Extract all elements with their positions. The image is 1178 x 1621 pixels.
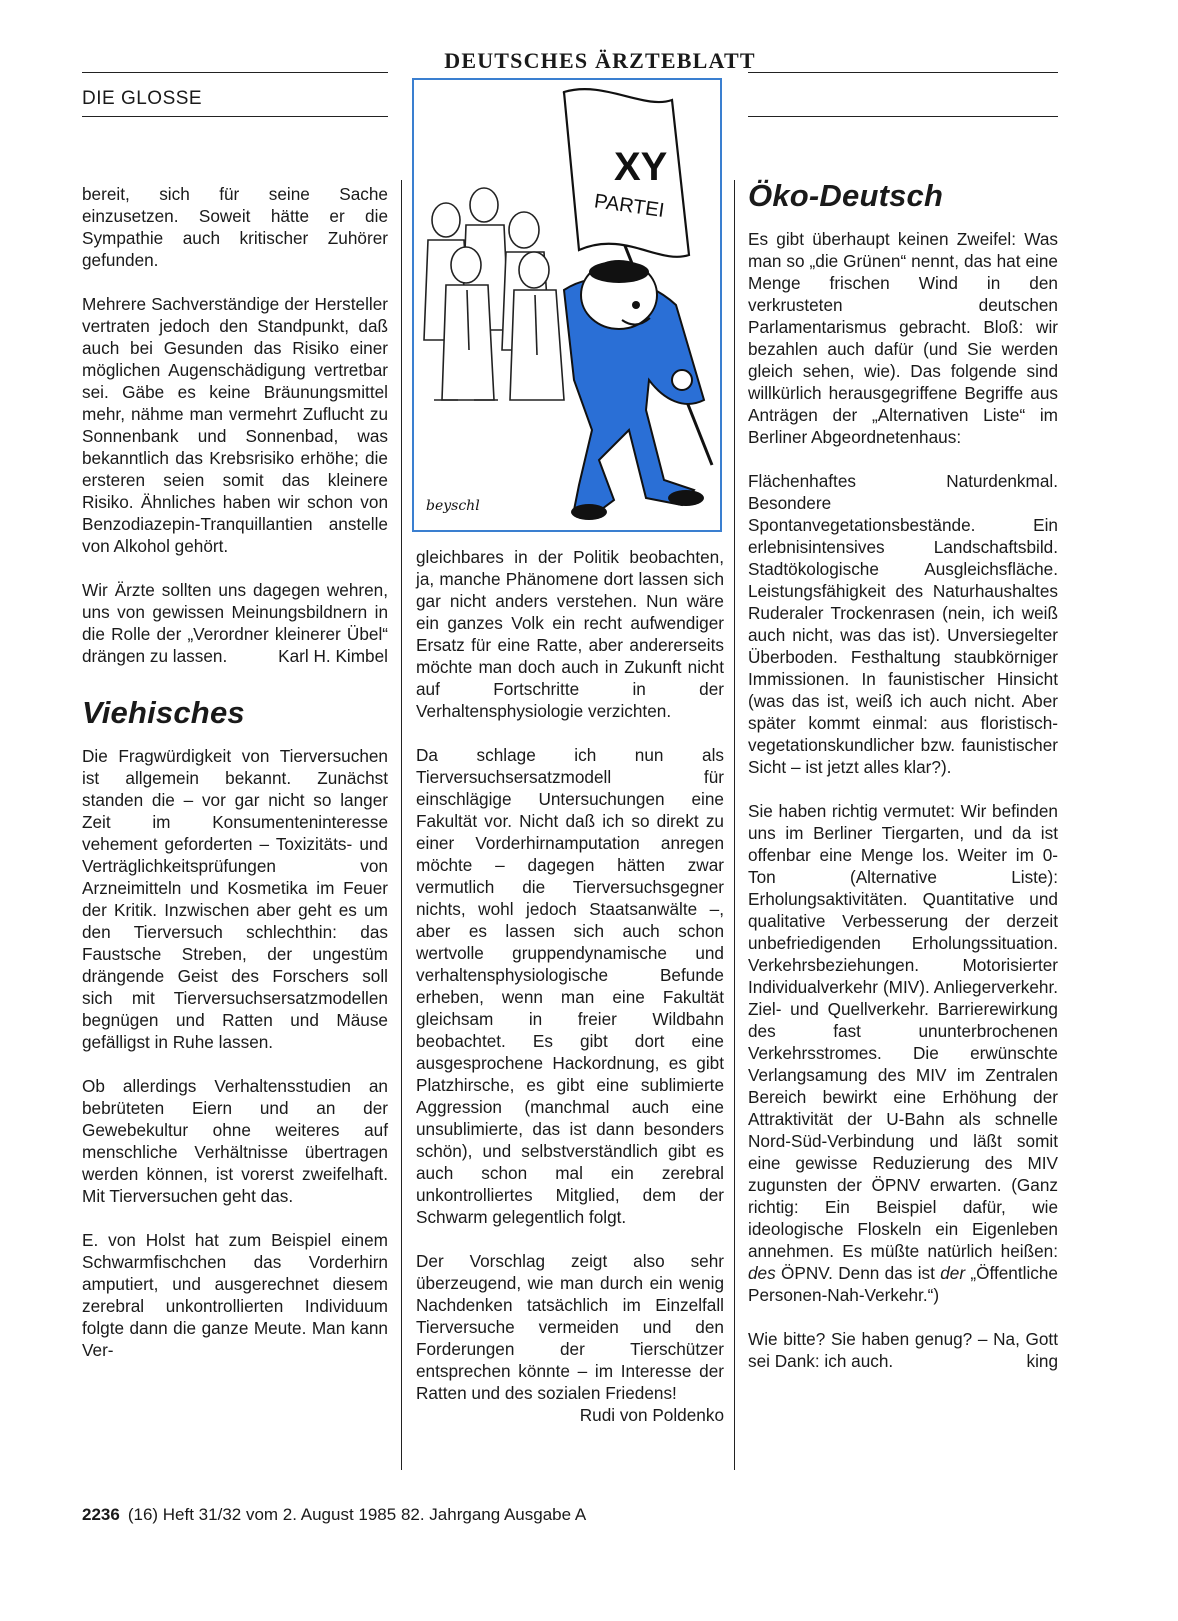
column-3 bbox=[748, 178, 1058, 1372]
col2-paragraph-1: gleichbares in der Politik beobachten, ja, manche Phänomene dort lassen sich gar nicht anders verstehen. Nun wäre ein ganzes Volk ein recht aufwendiger Ersatz für eine Ratte, aber andererseits möchte man doch auch in Zukunft nicht auf Fortschritte in der Verhaltensphysiologie verzichten. bbox=[416, 547, 724, 721]
col1-paragraph-6: E. von Holst hat zum Beispiel einem Schwarmfischchen das Vorderhirn amputiert, und ausgerechnet diesem zerebral unkontrollierten Individuum folgte dann die ganze Meute. Man kann Ver- bbox=[82, 1230, 388, 1360]
col1-paragraph-2: Mehrere Sachverständige der Hersteller vertraten jedoch den Standpunkt, daß auch bei Gesunden das Risiko einer möglichen Augenschädigung vertretbar sei. Gäbe es keine Bräunungsmittel mehr, nähme man vermehrt Zuflucht zu Sonnenbank und Sonnenbad, was bekanntlich das Krebsrisiko erhöhe; die ersteren seien somit das kleinere Risiko. Ähnliches haben wir schon von Benzodiazepin-Tranquillantien anstelle von Alkohol gehört. bbox=[82, 294, 388, 556]
crowd-of-followers bbox=[424, 188, 564, 400]
col1-paragraph-5: Ob allerdings Verhaltensstudien an bebrüteten Eiern und an der Gewebekultur ohne weiteres auf menschliche Verhältnisse übertragen werden können, ist vorerst zweifelhaft. Mit Tierversuchen geht das. bbox=[82, 1076, 388, 1206]
col1-paragraph-3 bbox=[82, 579, 388, 667]
col3-paragraph-3-part-c: „Öffentliche Personen-Nah-Verkehr.“) bbox=[748, 1263, 1058, 1305]
section-rule-right bbox=[748, 116, 1058, 117]
col1-paragraph-3-text: Wir Ärzte sollten uns dagegen wehren, uns von gewissen Meinungsbildnern in die Rolle der „Verordner kleinerer Übel“ drängen zu lassen. bbox=[82, 580, 388, 666]
open-skull bbox=[589, 261, 649, 283]
col3-emphasis-des: des bbox=[748, 1263, 776, 1283]
col3-paragraph-2: Flächenhaftes Naturdenkmal. Besondere Spontanvegetationsbestände. Ein erlebnisintensives Landschaftsbild. Stadtökologische Ausgleichsfläche. Leistungsfähigkeit des Naturhaushaltes Ruderaler Trockenrasen (nein, ich weiß auch nicht, was das ist). Unversiegelter Überboden. Festhaltung staubkörniger Immissionen. In faunistischer Hinsicht (was das ist, weiß ich auch nicht. Aber später kommt einmal: aus floristisch-vegetationskundlicher bzw. faunistischer Sicht – ist jetzt alles klar?). bbox=[748, 471, 1058, 777]
col3-paragraph-3-part-b: ÖPNV. Denn das ist bbox=[775, 1263, 941, 1283]
col3-emphasis-der: der bbox=[940, 1263, 966, 1283]
article-heading-oeko-deutsch: Öko-Deutsch bbox=[748, 178, 944, 213]
cartoon-signature: beyschl bbox=[426, 498, 480, 514]
col3-paragraph-4 bbox=[748, 1328, 1058, 1372]
col1-paragraph-4: Die Fragwürdigkeit von Tierversuchen ist allgemein bekannt. Zunächst standen die – vor gar nicht so langer Zeit im Konsumenteninteresse vehement geforderten – Toxizitäts- und Verträglichkeitsprüfungen von Arzneimitteln und Kosmetika im Feuer der Kritik. Inzwischen aber geht es um den Tierversuch schlechthin: das Faustsche Streben, der ungestüm drängende Geist des Forschers soll sich mit Tierversuchsersatzmodellen begnügen und Ratten und Mäuse gefälligst in Ruhe lassen. bbox=[82, 746, 388, 1052]
article-heading-viehisches: Viehisches bbox=[82, 695, 245, 730]
author-signature: Rudi von Poldenko bbox=[579, 1405, 724, 1425]
cartoon-drawing bbox=[414, 80, 719, 529]
column-1 bbox=[82, 183, 388, 1361]
cartoon-illustration bbox=[412, 78, 722, 532]
author-signature: Karl H. Kimbel bbox=[278, 646, 388, 666]
col2-paragraph-2: Da schlage ich nun als Tierversuchsersatzmodell für einschlägige Untersuchungen eine Fakultät vor. Nicht daß ich so direkt zu einer Vorderhirnamputation anregen möchte – dagegen hätten zwar vermutlich die Tierversuchsgegner nichts, wohl jedoch Staatsanwälte –, aber es lassen sich auch schon wertvolle gruppendynamische und verhaltensphysiologische Befunde erheben, wenn man eine Fakultät gleichsam in freier Wildbahn beobachtet. Es gibt dort eine ausgesprochene Hackordnung, es gibt Platzhirsche, es gibt eine sublimierte Aggression (manchmal auch eine unsublimierte, das ist dann besonders schön), und selbstverständlich gibt es auch schon mal ein zerebral unkontrolliertes Mitglied, dem der Schwarm gelegentlich folgt. bbox=[416, 745, 724, 1227]
col3-paragraph-4-text: Wie bitte? Sie haben genug? – Na, Gott sei Dank: ich auch. bbox=[748, 1329, 1058, 1371]
flag-text-partei: PARTEI bbox=[592, 190, 666, 222]
section-rule-left bbox=[82, 116, 388, 117]
column-separator-2 bbox=[734, 180, 735, 1470]
col3-paragraph-3 bbox=[748, 800, 1058, 1306]
col2-paragraph-3-text: Der Vorschlag zeigt also sehr überzeugend, wie man durch ein wenig Nachdenken tatsächlich im Einzelfall Tierversuche vermeiden und den Forderungen der Tierschützer entsprechen könnte – im Interesse der Ratten und des sozialen Friedens! bbox=[416, 1251, 724, 1403]
page-footer bbox=[82, 1505, 586, 1525]
masthead-title: DEUTSCHES ÄRZTEBLATT bbox=[444, 48, 756, 73]
column-2 bbox=[416, 546, 724, 1426]
page-number: 2236 bbox=[82, 1505, 120, 1524]
col2-paragraph-3 bbox=[416, 1250, 724, 1425]
section-label: DIE GLOSSE bbox=[82, 88, 203, 109]
flag-text-xy: XY bbox=[614, 145, 668, 189]
author-signature: king bbox=[1026, 1351, 1058, 1371]
issue-info: (16) Heft 31/32 vom 2. August 1985 82. Jahrgang Ausgabe A bbox=[127, 1505, 587, 1524]
masthead-rule-right bbox=[748, 72, 1058, 73]
col1-paragraph-1: bereit, sich für seine Sache einzusetzen. Soweit hätte er die Sympathie auch kritischer Zuhörer gefunden. bbox=[82, 184, 388, 270]
col3-paragraph-3-part-a: Sie haben richtig vermutet: Wir befinden uns im Berliner Tiergarten, und da ist offenbar eine Menge los. Weiter im 0-Ton (Alternative Liste): Erholungsaktivitäten. Quantitative und qualitative Verbesserung der derzeit unbefriedigenden Erholungssituation. Verkehrsbeziehungen. Motorisierter Individualverkehr (MIV). Anliegerverkehr. Ziel- und Quellverkehr. Barrierewirkung des fast ununterbrochenen Verkehrsstromes. Die erwünschte Verlangsamung des MIV im Zentralen Bereich bewirkt eine Erhöhung der Attraktivität der U-Bahn als schnelle Nord-Süd-Verbindung und läßt somit eine gewisse Reduzierung des MIV zugunsten der ÖPNV erwarten. (Ganz richtig: Ein Beispiel dafür, wie ideologische Floskeln ein Eigenleben annehmen. Es müßte natürlich heißen: bbox=[748, 801, 1058, 1261]
leader-hand bbox=[672, 370, 692, 390]
column-separator-1 bbox=[401, 180, 402, 1470]
col3-paragraph-1: Es gibt überhaupt keinen Zweifel: Was man so „die Grünen“ nennt, das hat eine Menge frischen Wind in den verkrusteten deutschen Parlamentarismus gebracht. Bloß: wir bezahlen auch dafür (und Sie werden gleich sehen, wie). Das folgende sind willkürlich herausgegriffene Begriffe aus Anträgen der „Alternativen Liste“ im Berliner Abgeordnetenhaus: bbox=[748, 229, 1058, 447]
masthead-rule-left bbox=[82, 72, 388, 73]
